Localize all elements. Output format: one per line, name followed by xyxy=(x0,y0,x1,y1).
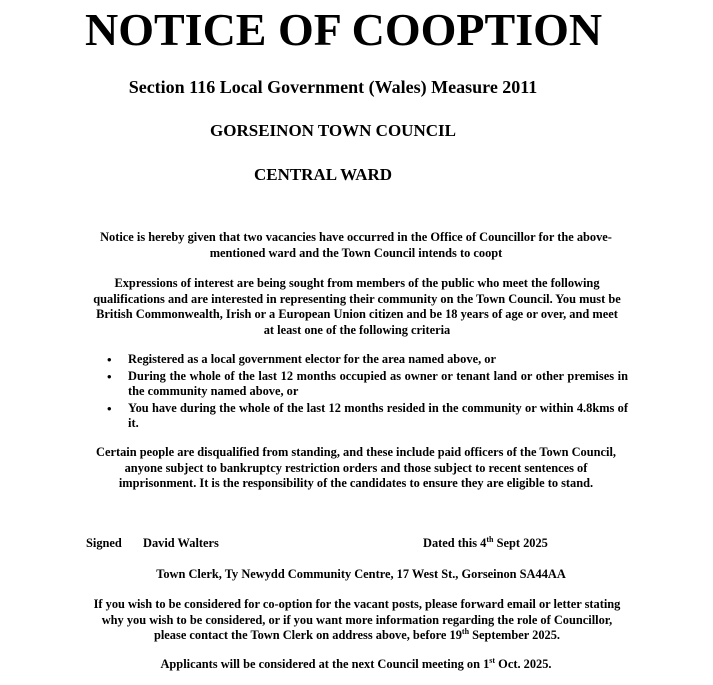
signed-label: Signed xyxy=(86,536,122,550)
signatory-name: David Walters xyxy=(143,536,219,550)
ward-name: CENTRAL WARD xyxy=(253,165,393,184)
notice-title: NOTICE OF COOPTION xyxy=(85,4,603,55)
clerk-address: Town Clerk, Ty Newydd Community Centre, 17 West St., Gorseinon SA44AA xyxy=(156,567,566,581)
criteria-item: • You have during the whole of the last 12 months resided in the community or within 4.8kms of it. xyxy=(104,401,628,432)
vacancy-notice-paragraph: Notice is hereby given that two vacancies have occurred in the Office of Councillor for the above-mentioned ward and the Town Council intends to coopt xyxy=(100,230,612,260)
applicants-note: Applicants will be considered at the next Council meeting on 1st Oct. 2025. xyxy=(160,655,552,671)
expressions-of-interest-paragraph: Expressions of interest are being sought from members of the public who meet the following qualifications and are interested in representing their community on the Town Council. You must be British Commonwealth, Irish or a European Union citizen and be 18 years of age or over, and meet at least one of the following criteria xyxy=(93,276,621,337)
criteria-list xyxy=(104,352,628,433)
criteria-item: • Registered as a local government elector for the area named above, or xyxy=(104,352,628,368)
criteria-item: • During the whole of the last 12 months occupied as owner or tenant land or other premises in the community named above, or xyxy=(104,369,628,400)
council-name: GORSEINON TOWN COUNCIL xyxy=(210,121,456,140)
disqualification-paragraph: Certain people are disqualified from standing, and these include paid officers of the Town Council, anyone subject to bankruptcy restriction orders and those subject to recent sentences of imprisonment. It is the responsibility of the candidates to ensure they are eligible to stand. xyxy=(96,445,616,491)
legislation-subtitle: Section 116 Local Government (Wales) Measure 2011 xyxy=(128,77,538,97)
contact-paragraph: If you wish to be considered for co-option for the vacant posts, please forward email or letter stating why you wish to be considered, or if you want more information regarding the role of Councillor, please contact the Town Clerk on address above, before 19th September 2025. xyxy=(93,597,621,643)
dated-text: Dated this 4th Sept 2025 xyxy=(423,534,548,550)
